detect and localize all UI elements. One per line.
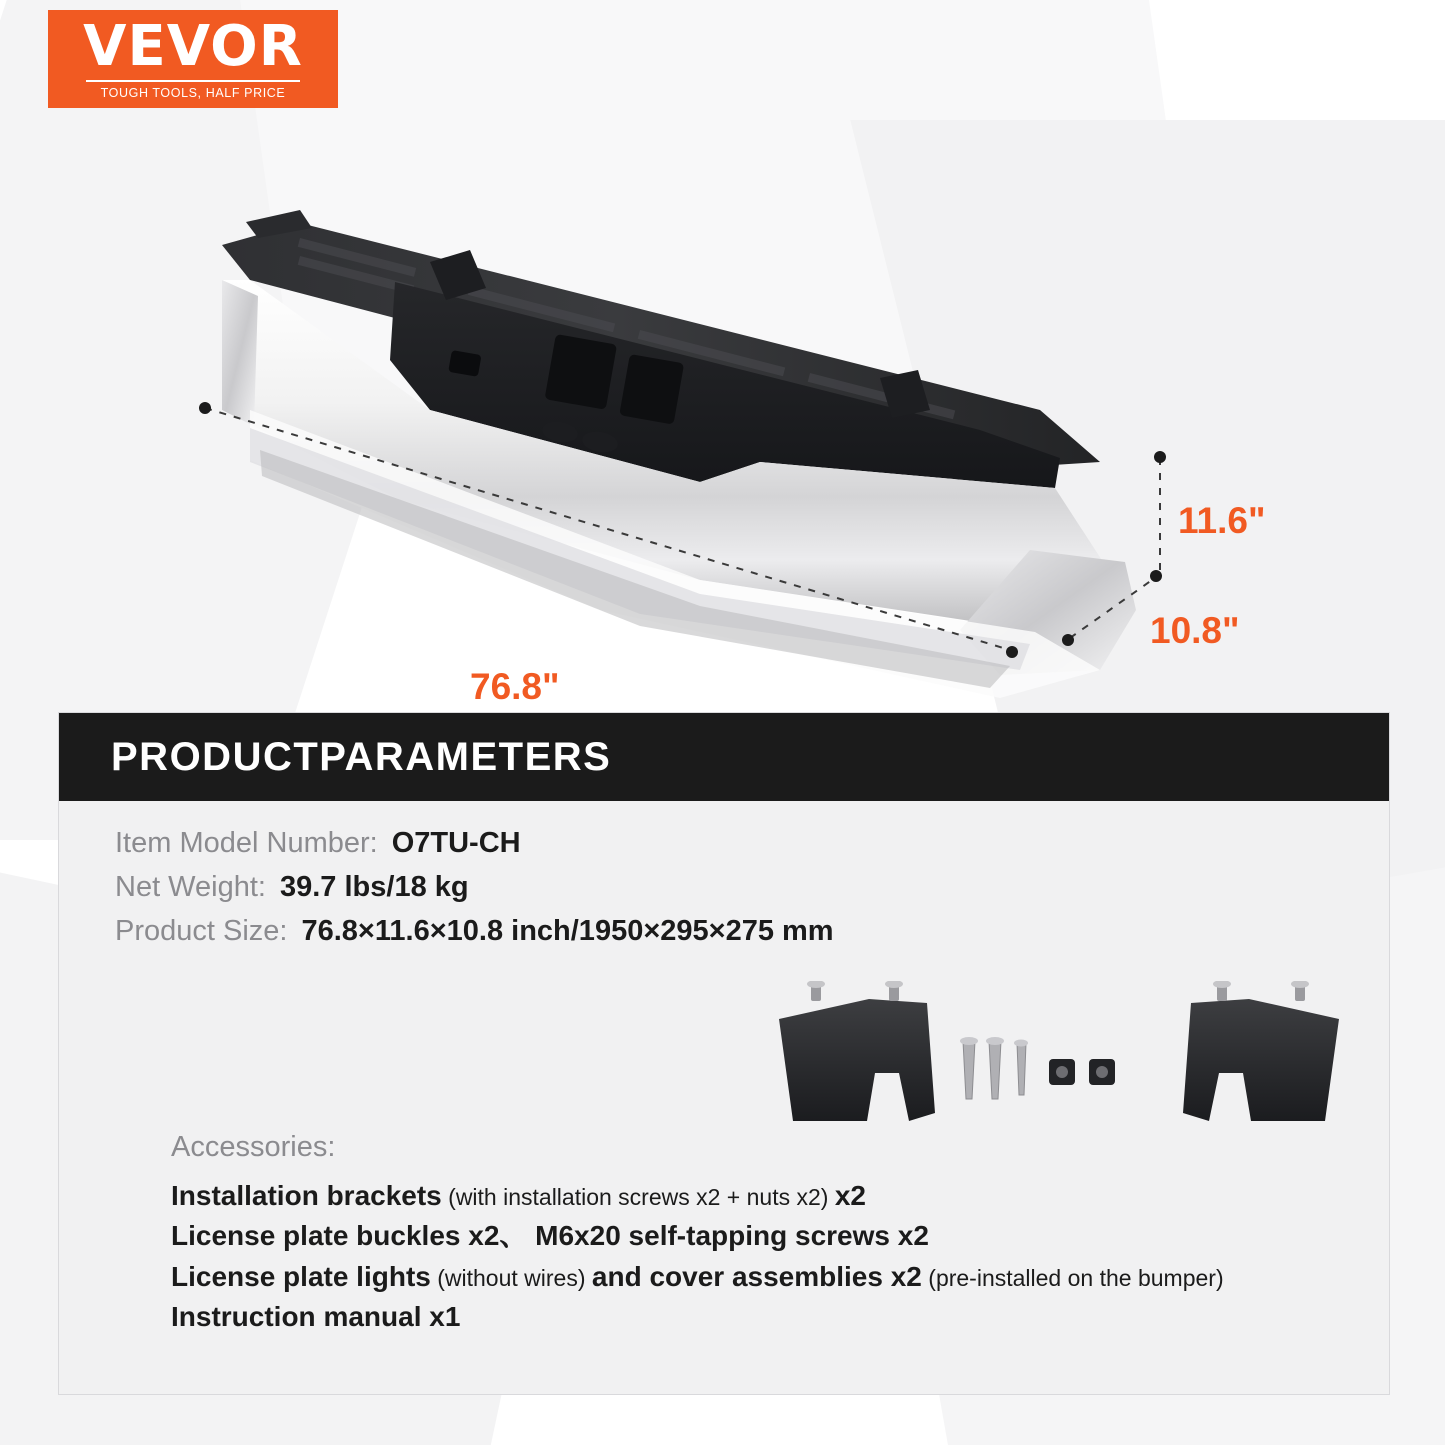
spec-value: 76.8×11.6×10.8 inch/1950×295×275 mm <box>301 915 834 947</box>
accessories-illustration <box>749 981 1369 1141</box>
dimension-depth-label: 10.8" <box>1150 610 1240 651</box>
dimension-length-label: 76.8" <box>470 666 560 707</box>
brand-tagline: TOUGH TOOLS, HALF PRICE <box>100 85 286 100</box>
spec-row <box>115 871 1389 904</box>
accessory-text-light: (without wires) <box>430 1264 592 1291</box>
spec-row <box>115 827 1389 860</box>
accessory-line <box>171 1257 1381 1297</box>
spec-label: Item Model Number: <box>115 827 378 859</box>
hero-product-image <box>0 110 1445 707</box>
dimension-height-label: 11.6" <box>1178 500 1266 541</box>
spec-row <box>115 915 1389 948</box>
brand-logo <box>48 10 338 108</box>
accessory-text-strong: Instruction manual x1 <box>171 1300 461 1332</box>
accessory-text-strong-2: x2 <box>834 1180 866 1211</box>
spec-list <box>59 801 1389 948</box>
parameters-header <box>59 713 1389 801</box>
accessory-text-light: (with installation screws x2 + nuts x2) <box>441 1184 835 1210</box>
accessory-text-strong-2: and cover assemblies x2 <box>591 1260 922 1292</box>
product-parameters-card <box>58 712 1390 1395</box>
accessories-block <box>171 1131 1381 1337</box>
accessory-text-strong: License plate lights <box>171 1260 431 1292</box>
parameters-header-title: PRODUCTPARAMETERS <box>111 734 612 779</box>
accessories-title: Accessories: <box>171 1131 336 1163</box>
accessory-text-strong: License plate buckles x2、 M6x20 self-tapping screws x2 <box>171 1220 929 1252</box>
accessory-line <box>171 1297 1381 1337</box>
logo-divider <box>86 80 300 82</box>
spec-label: Product Size: <box>115 915 288 947</box>
spec-label: Net Weight: <box>115 871 266 903</box>
accessory-line <box>171 1176 1381 1216</box>
spec-value: 39.7 lbs/18 kg <box>279 871 469 903</box>
accessory-text-light-2: (pre-installed on the bumper) <box>921 1264 1224 1291</box>
accessory-text-strong: Installation brackets <box>171 1180 442 1211</box>
accessory-line <box>171 1216 1381 1256</box>
spec-value: O7TU-CH <box>391 827 521 859</box>
brand-name: VEVOR <box>83 13 303 79</box>
